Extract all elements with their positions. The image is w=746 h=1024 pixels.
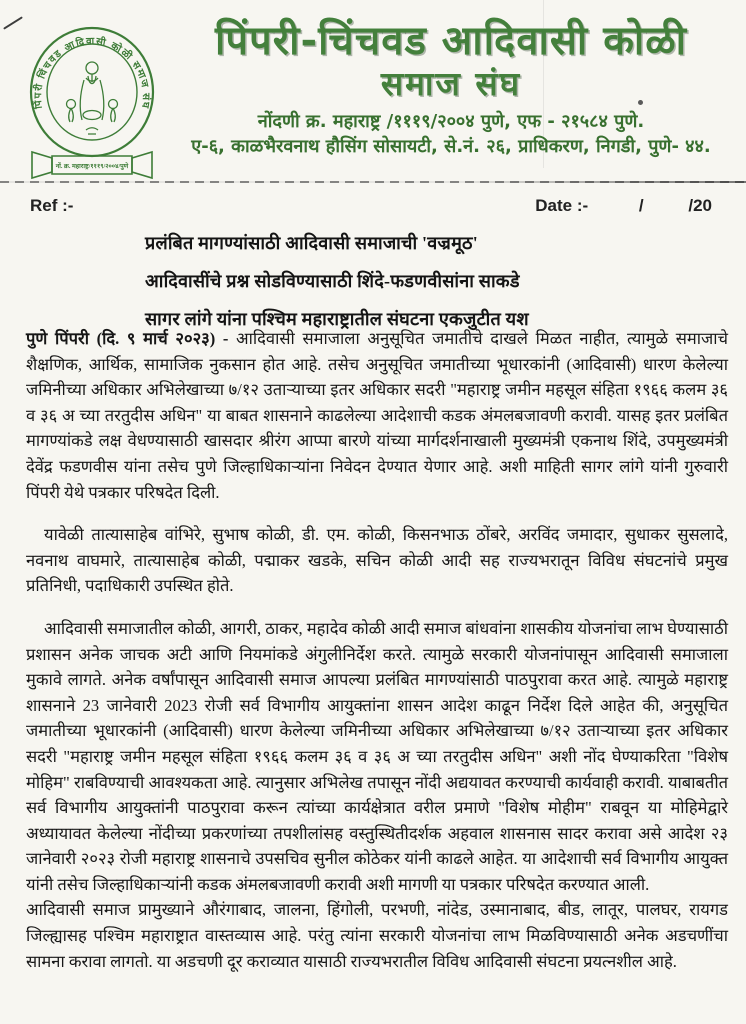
body-paragraph-3: आदिवासी समाजातील कोळी, आगरी, ठाकर, महादेव कोळी आदी समाज बांधवांना शासकीय योजनांचा लाभ घेण्यासाठी प्रशासन अनेक जाचक अटी आणि नियमांकडे अंगुलीनिर्देश करते. त्यामुळे सरकारी योजनांपासून आदिवासी समाजाला मुकावे लागते. अनेक वर्षांपासून आदिवासी समाज आपल्या प्रलंबित मागण्यांसाठी पाठपुरावा करत आहे. त्यामुळे महाराष्ट्र शासनाने 23 जानेवारी 2023 रोजी सर्व विभागीय आयुक्तांना शासन आदेश काढून निर्देश दिले आहेत की, अनुसूचित जमातीच्या भूधारकांनी (आदिवासी) धारण केलेल्या जमिनीच्या अधिकार अभिलेखाच्या ७/१२ उताऱ्याच्या इतर अधिकार सदरी "महाराष्ट्र जमीन महसूल संहिता १९६६ कलम ३६ व ३६ अ च्या तरतुदीस अधिन" अशी नोंद घेण्याकरिता "विशेष मोहिम" राबविण्याची आवश्यकता आहे. त्यानुसार अभिलेख तपासून नोंदी अद्ययावत करण्याची कार्यवाही करावी. याबाबतीत सर्व विभागीय आयुक्तांनी पाठपुरावा करून त्यांच्या कार्यक्षेत्रात वरील प्रमाणे "विशेष मोहीम" राबवून या मोहिमेद्वारे अध्यायावत केलेल्या नोंदीच्या प्रकरणांच्या तपशीलांसह वस्तुस्थितीदर्शक अहवाल शासनास सादर करावा असे आदेश २३ जानेवारी २०२३ रोजी महाराष्ट्र शासनाचे उपसचिव सुनील कोठेकर यांनी काढले आहेत. या आदेशाची सर्व विभागीय आयुक्त यांनी तसेच जिल्हाधिकाऱ्यांनी कडक अंमलबजावणी करावी अशी मागणी या पत्रकार परिषदेत करण्यात आली. [26,618,728,894]
organization-seal-logo [16,16,168,184]
seal-emblem-icon [16,16,168,184]
seal-rim-text: पिंपरी चिंचवड आदिवासी कोळी समाज संघ [32,36,152,111]
seal-ribbon-text: नों. क्र. महाराष्ट्र/१११९/२००४/पुणे [55,163,129,170]
registration-number-line: नोंदणी क्र. महाराष्ट्र /१११९/२००४ पुणे, एफ - २१५८४ पुणे. [257,111,645,132]
organization-name-line1: पिंपरी-चिंचवड आदिवासी कोळी [214,18,688,64]
dateline-lead: पुणे पिंपरी (दि. ९ मार्च २०२३) - [26,329,237,348]
organization-name-line2: समाज संघ [380,64,522,103]
date-blank-slash2: /20 [688,196,712,215]
ref-label: Ref :- [30,196,74,215]
letterhead-header [0,0,746,182]
date-blank-slash1: / [638,196,644,215]
headline-line2: आदिवासींचे प्रश्न सोडविण्यासाठी शिंदे-फडणवीसांना साकडे [145,271,520,291]
seal-ribbon-banner [32,152,152,178]
body-paragraph-1 [26,326,728,505]
ref-date-row [0,196,746,216]
date-label: Date :- [535,196,589,215]
headline-line1: प्रलंबित मागण्यांसाठी आदिवासी समाजाची 'वज्रमूठ' [145,233,478,253]
press-note-body [26,326,728,974]
body-paragraph-2: यावेळी तात्यासाहेब वांभिरे, सुभाष कोळी, डी. एम. कोळी, किसनभाऊ ठोंबरे, अरविंद जमादार, सुधाकर सुसलादे, नवनाथ वाघमारे, तात्यासाहेब कोळी, पद्माकर खडके, सचिन कोळी आदी सह राज्यभरातून विविध संघटनांचे प्रमुख प्रतिनिधी, पदाधिकारी उपस्थित होते. [26,525,728,596]
header-separator-rule [0,180,746,184]
date-field [535,196,712,216]
address-line: ए-६, काळभैरवनाथ हौसिंग सोसायटी, से.नं. २६, प्राधिकरण, निगडी, पुणे- ४४. [191,136,711,157]
body-paragraph-4: आदिवासी समाज प्रामुख्याने औरंगाबाद, जालना, हिंगोली, परभणी, नांदेड, उस्मानाबाद, बीड, लातूर, पालघर, रायगड जिल्ह्यासह पश्चिम महाराष्ट्रात वास्तव्यास आहे. परंतु त्यांना सरकारी योजनांचा लाभ मिळविण्यासाठी अनेक अडचणींचा सामना करावा लागतो. या अडचणी दूर कराव्यात यासाठी राज्यभरातील विविध आदिवासी संघटना प्रयत्नशील आहे. [26,900,728,971]
paragraph-1-text: आदिवासी समाजाला अनुसूचित जमातीचे दाखले मिळत नाहीत, त्यामुळे समाजाचे शैक्षणिक, आर्थिक, सामाजिक नुकसान होत आहे. तसेच अनुसूचित जमातीच्या भूधारकांनी (आदिवासी) धारण केलेल्या जमिनीच्या अधिकार अभिलेखाच्या ७/१२ उताऱ्याच्या इतर अधिकार सदरी "महाराष्ट्र जमीन महसूल संहिता १९६६ कलम ३६ व ३६ अ च्या तरतुदीस अधिन" या बाबत शासनाने काढलेल्या आदेशाची कडक अंमलबजावणी करावी. यासह इतर प्रलंबित मागण्यांकडे लक्ष वेधण्यासाठी खासदार श्रीरंग आप्पा बारणे यांच्या मार्गदर्शनाखाली मुख्यमंत्री एकनाथ शिंदे, उपमुख्यमंत्री देवेंद्र फडणवीस यांना तसेच पुणे जिल्हाधिकाऱ्यांना निवेदन देण्यात येणार आहे. अशी माहिती सागर लांगे यांनी गुरुवारी पिंपरी येथे पत्रकार परिषदेत दिली. [26,329,728,502]
headline-line3: सागर लांगे यांना पश्चिम महाराष्ट्रातील संघटना एकजुटीत यश [145,309,529,329]
seal-figure-illustration [67,62,118,134]
letterhead-text-block [170,18,732,159]
